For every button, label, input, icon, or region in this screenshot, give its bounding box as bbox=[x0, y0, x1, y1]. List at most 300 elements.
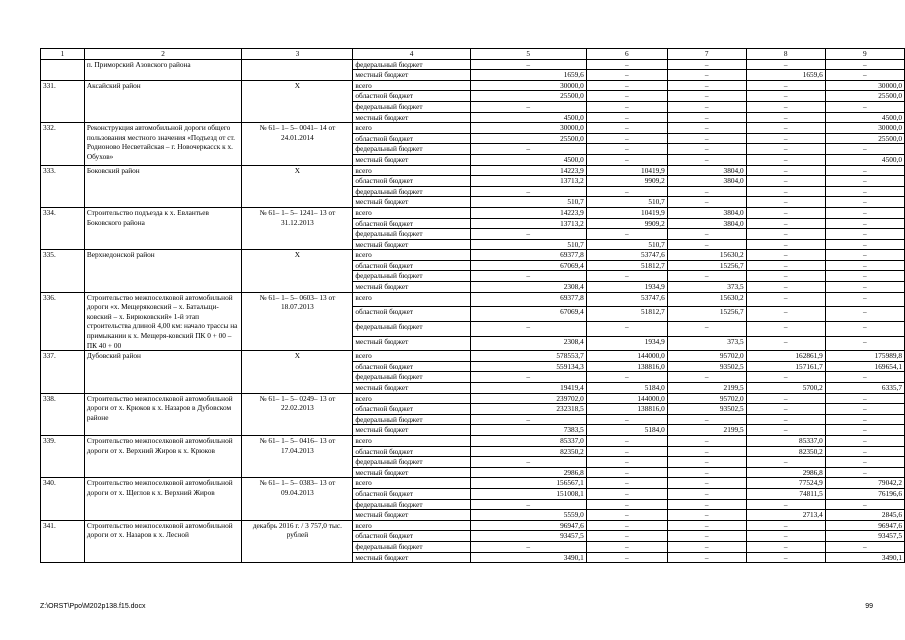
amount-cell: 2986,8 bbox=[746, 467, 825, 478]
amount-cell: – bbox=[746, 393, 825, 404]
funding-source: федеральный бюджет bbox=[353, 321, 470, 336]
document-reference: Х bbox=[242, 165, 353, 207]
document-reference: Х bbox=[242, 80, 353, 122]
amount-cell: – bbox=[586, 112, 667, 123]
amount-cell: – bbox=[825, 541, 904, 552]
amount-cell: – bbox=[825, 59, 904, 70]
object-name: Строительство межпоселковой автомобильной дороги от х. Верхний Жиров к х. Крюков bbox=[84, 435, 242, 477]
amount-cell: – bbox=[667, 541, 746, 552]
item-number: 331. bbox=[41, 80, 85, 122]
column-number-header: 5 bbox=[470, 49, 586, 60]
amount-cell: – bbox=[825, 70, 904, 81]
amount-cell: 25500,0 bbox=[470, 133, 586, 144]
funding-source: местный бюджет bbox=[353, 70, 470, 81]
amount-cell: 175989,8 bbox=[825, 351, 904, 362]
funding-source: всего bbox=[353, 123, 470, 134]
amount-cell: – bbox=[586, 478, 667, 489]
object-name: Строительство подъезда к х. Евлантьев Боковского района bbox=[84, 207, 242, 249]
amount-cell: – bbox=[470, 499, 586, 510]
amount-cell: – bbox=[825, 101, 904, 112]
amount-cell: – bbox=[746, 321, 825, 336]
amount-cell: – bbox=[667, 80, 746, 91]
funding-source: областной бюджет bbox=[353, 176, 470, 187]
funding-source: местный бюджет bbox=[353, 336, 470, 351]
amount-cell: 53747,6 bbox=[586, 250, 667, 261]
amount-cell: – bbox=[470, 457, 586, 468]
amount-cell: 1659,6 bbox=[470, 70, 586, 81]
amount-cell: – bbox=[586, 446, 667, 457]
object-name: п. Приморский Азовского района bbox=[84, 59, 242, 80]
table-row bbox=[41, 351, 905, 362]
amount-cell: – bbox=[470, 321, 586, 336]
amount-cell: 2199,5 bbox=[667, 425, 746, 436]
amount-cell: – bbox=[825, 229, 904, 240]
amount-cell: – bbox=[586, 520, 667, 531]
funding-source: всего bbox=[353, 520, 470, 531]
amount-cell: 19419,4 bbox=[470, 383, 586, 394]
amount-cell: – bbox=[825, 176, 904, 187]
amount-cell: – bbox=[470, 186, 586, 197]
amount-cell: – bbox=[825, 372, 904, 383]
amount-cell: 138816,0 bbox=[586, 404, 667, 415]
amount-cell: 25500,0 bbox=[825, 91, 904, 102]
amount-cell: – bbox=[746, 229, 825, 240]
amount-cell: 96947,6 bbox=[825, 520, 904, 531]
funding-source: федеральный бюджет bbox=[353, 144, 470, 155]
amount-cell: – bbox=[586, 144, 667, 155]
amount-cell: – bbox=[667, 239, 746, 250]
amount-cell: – bbox=[746, 186, 825, 197]
amount-cell: 138816,0 bbox=[586, 361, 667, 372]
amount-cell: – bbox=[667, 435, 746, 446]
amount-cell: – bbox=[825, 260, 904, 271]
amount-cell: – bbox=[667, 59, 746, 70]
amount-cell: 15630,2 bbox=[667, 250, 746, 261]
amount-cell: – bbox=[746, 207, 825, 218]
item-number: 336. bbox=[41, 292, 85, 351]
amount-cell: – bbox=[470, 229, 586, 240]
amount-cell: 510,7 bbox=[470, 239, 586, 250]
object-name: Строительство межпоселковой автомобильной дороги от х. Назаров к х. Лесной bbox=[84, 520, 242, 562]
funding-source: областной бюджет bbox=[353, 361, 470, 372]
amount-cell: – bbox=[667, 372, 746, 383]
amount-cell: 4500,0 bbox=[825, 154, 904, 165]
amount-cell: – bbox=[825, 435, 904, 446]
amount-cell: – bbox=[667, 186, 746, 197]
amount-cell: – bbox=[586, 133, 667, 144]
amount-cell: – bbox=[470, 271, 586, 282]
amount-cell: 96947,6 bbox=[470, 520, 586, 531]
amount-cell: – bbox=[667, 144, 746, 155]
amount-cell: – bbox=[825, 239, 904, 250]
item-number: 334. bbox=[41, 207, 85, 249]
amount-cell: 25500,0 bbox=[825, 133, 904, 144]
amount-cell: 151008,1 bbox=[470, 488, 586, 499]
document-reference: Х bbox=[242, 250, 353, 292]
amount-cell: – bbox=[825, 457, 904, 468]
table-row bbox=[41, 59, 905, 70]
amount-cell: – bbox=[667, 101, 746, 112]
amount-cell: – bbox=[746, 336, 825, 351]
funding-source: местный бюджет bbox=[353, 197, 470, 208]
object-name: Боковский район bbox=[84, 165, 242, 207]
amount-cell: 93457,5 bbox=[825, 531, 904, 542]
document-reference: № 61– 1– 5– 0416– 13 от 17.04.2013 bbox=[242, 435, 353, 477]
object-name: Верхнедонской район bbox=[84, 250, 242, 292]
amount-cell: – bbox=[667, 467, 746, 478]
amount-cell: – bbox=[586, 321, 667, 336]
amount-cell: 3490,1 bbox=[470, 552, 586, 563]
funding-source: местный бюджет bbox=[353, 552, 470, 563]
amount-cell: – bbox=[470, 144, 586, 155]
document-reference: № 61– 1– 5– 0249– 13 от 22.02.2013 bbox=[242, 393, 353, 435]
amount-cell: 53747,6 bbox=[586, 292, 667, 307]
amount-cell: – bbox=[746, 292, 825, 307]
amount-cell: – bbox=[667, 229, 746, 240]
funding-source: местный бюджет bbox=[353, 425, 470, 436]
funding-source: областной бюджет bbox=[353, 133, 470, 144]
amount-cell: 51812,7 bbox=[586, 307, 667, 322]
amount-cell: 10419,9 bbox=[586, 207, 667, 218]
table-row bbox=[41, 123, 905, 134]
amount-cell: – bbox=[825, 499, 904, 510]
amount-cell: 1934,9 bbox=[586, 282, 667, 293]
amount-cell: – bbox=[746, 404, 825, 415]
amount-cell: – bbox=[667, 552, 746, 563]
header-row bbox=[41, 49, 905, 60]
amount-cell: 85337,0 bbox=[470, 435, 586, 446]
amount-cell: 2199,5 bbox=[667, 383, 746, 394]
funding-source: федеральный бюджет bbox=[353, 186, 470, 197]
amount-cell: – bbox=[667, 510, 746, 521]
amount-cell: – bbox=[746, 520, 825, 531]
amount-cell: – bbox=[470, 414, 586, 425]
column-number-header: 9 bbox=[825, 49, 904, 60]
budget-table bbox=[40, 48, 905, 563]
object-name: Строительство межпоселковой автомобильной дороги от х. Крюков к х. Назаров в Дубовском районе bbox=[84, 393, 242, 435]
amount-cell: 14223,9 bbox=[470, 165, 586, 176]
amount-cell: – bbox=[586, 510, 667, 521]
funding-source: местный бюджет bbox=[353, 112, 470, 123]
funding-source: областной бюджет bbox=[353, 446, 470, 457]
amount-cell: – bbox=[667, 499, 746, 510]
amount-cell: – bbox=[586, 70, 667, 81]
document-reference: Х bbox=[242, 351, 353, 393]
amount-cell: 373,5 bbox=[667, 336, 746, 351]
amount-cell: – bbox=[825, 218, 904, 229]
amount-cell: – bbox=[746, 239, 825, 250]
amount-cell: 82350,2 bbox=[746, 446, 825, 457]
amount-cell: 30000,0 bbox=[470, 123, 586, 134]
object-name: Реконструкция автомобильной дороги общего пользования местного значения «Подъезд от ст. Родионово Несветайская – г. Новочеркасск к х. Обухов» bbox=[84, 123, 242, 165]
amount-cell: – bbox=[825, 271, 904, 282]
funding-source: всего bbox=[353, 393, 470, 404]
amount-cell: – bbox=[586, 488, 667, 499]
amount-cell: 5559,0 bbox=[470, 510, 586, 521]
amount-cell: – bbox=[746, 80, 825, 91]
column-number-header: 6 bbox=[586, 49, 667, 60]
amount-cell: 13713,2 bbox=[470, 218, 586, 229]
amount-cell: – bbox=[746, 165, 825, 176]
amount-cell: 93502,5 bbox=[667, 361, 746, 372]
amount-cell: – bbox=[667, 112, 746, 123]
amount-cell: – bbox=[825, 207, 904, 218]
amount-cell: 5184,0 bbox=[586, 383, 667, 394]
funding-source: всего bbox=[353, 351, 470, 362]
amount-cell: – bbox=[586, 467, 667, 478]
document-reference: № 61– 1– 5– 0603– 13 от 18.07.2013 bbox=[242, 292, 353, 351]
funding-source: федеральный бюджет bbox=[353, 271, 470, 282]
table-row bbox=[41, 250, 905, 261]
amount-cell: 74811,5 bbox=[746, 488, 825, 499]
funding-source: областной бюджет bbox=[353, 307, 470, 322]
amount-cell: 510,7 bbox=[586, 197, 667, 208]
object-name: Дубовский район bbox=[84, 351, 242, 393]
funding-source: всего bbox=[353, 292, 470, 307]
amount-cell: – bbox=[586, 123, 667, 134]
funding-source: федеральный бюджет bbox=[353, 101, 470, 112]
amount-cell: 4500,0 bbox=[470, 112, 586, 123]
amount-cell: – bbox=[825, 446, 904, 457]
funding-source: всего bbox=[353, 478, 470, 489]
funding-source: всего bbox=[353, 80, 470, 91]
amount-cell: – bbox=[746, 282, 825, 293]
amount-cell: – bbox=[586, 435, 667, 446]
amount-cell: – bbox=[825, 467, 904, 478]
amount-cell: – bbox=[667, 154, 746, 165]
amount-cell: 30000,0 bbox=[470, 80, 586, 91]
amount-cell: 559134,3 bbox=[470, 361, 586, 372]
amount-cell: 4500,0 bbox=[470, 154, 586, 165]
amount-cell: – bbox=[667, 478, 746, 489]
funding-source: всего bbox=[353, 165, 470, 176]
funding-source: федеральный бюджет bbox=[353, 372, 470, 383]
amount-cell: 157161,7 bbox=[746, 361, 825, 372]
amount-cell: – bbox=[586, 154, 667, 165]
amount-cell: 69377,8 bbox=[470, 250, 586, 261]
object-name: Аксайский район bbox=[84, 80, 242, 122]
amount-cell: – bbox=[825, 307, 904, 322]
item-number: 333. bbox=[41, 165, 85, 207]
table-row bbox=[41, 520, 905, 531]
amount-cell: 77524,9 bbox=[746, 478, 825, 489]
amount-cell: 15256,7 bbox=[667, 260, 746, 271]
amount-cell: – bbox=[746, 531, 825, 542]
object-name: Строительство межпоселковой автомобильной дороги от х. Щеглов к х. Верхний Жиров bbox=[84, 478, 242, 520]
amount-cell: 3804,0 bbox=[667, 218, 746, 229]
amount-cell: – bbox=[746, 457, 825, 468]
amount-cell: 6335,7 bbox=[825, 383, 904, 394]
amount-cell: – bbox=[667, 197, 746, 208]
funding-source: местный бюджет bbox=[353, 154, 470, 165]
amount-cell: 5700,2 bbox=[746, 383, 825, 394]
funding-source: областной бюджет bbox=[353, 488, 470, 499]
amount-cell: – bbox=[746, 101, 825, 112]
item-number: 332. bbox=[41, 123, 85, 165]
amount-cell: – bbox=[667, 91, 746, 102]
amount-cell: – bbox=[825, 321, 904, 336]
amount-cell: – bbox=[825, 414, 904, 425]
funding-source: местный бюджет bbox=[353, 467, 470, 478]
item-number: 340. bbox=[41, 478, 85, 520]
amount-cell: – bbox=[746, 91, 825, 102]
item-number: 341. bbox=[41, 520, 85, 562]
amount-cell: – bbox=[586, 541, 667, 552]
amount-cell: 15630,2 bbox=[667, 292, 746, 307]
amount-cell: 9909,2 bbox=[586, 176, 667, 187]
amount-cell: 5184,0 bbox=[586, 425, 667, 436]
amount-cell: – bbox=[667, 271, 746, 282]
item-number: 335. bbox=[41, 250, 85, 292]
amount-cell: 2308,4 bbox=[470, 336, 586, 351]
amount-cell: 51812,7 bbox=[586, 260, 667, 271]
amount-cell: – bbox=[825, 186, 904, 197]
amount-cell: – bbox=[586, 80, 667, 91]
document-reference bbox=[242, 59, 353, 80]
table-row bbox=[41, 435, 905, 446]
column-number-header: 2 bbox=[84, 49, 242, 60]
column-number-header: 4 bbox=[353, 49, 470, 60]
amount-cell: 2845,6 bbox=[825, 510, 904, 521]
amount-cell: – bbox=[586, 414, 667, 425]
amount-cell: 3804,0 bbox=[667, 165, 746, 176]
amount-cell: – bbox=[746, 112, 825, 123]
amount-cell: 144000,0 bbox=[586, 393, 667, 404]
funding-source: областной бюджет bbox=[353, 404, 470, 415]
funding-source: федеральный бюджет bbox=[353, 414, 470, 425]
funding-source: всего bbox=[353, 435, 470, 446]
amount-cell: – bbox=[667, 520, 746, 531]
amount-cell: 30000,0 bbox=[825, 80, 904, 91]
amount-cell: 373,5 bbox=[667, 282, 746, 293]
amount-cell: 2308,4 bbox=[470, 282, 586, 293]
document-reference: декабрь 2016 г. / 3 757,0 тыс. рублей bbox=[242, 520, 353, 562]
amount-cell: 95702,0 bbox=[667, 351, 746, 362]
amount-cell: – bbox=[825, 197, 904, 208]
amount-cell: – bbox=[586, 271, 667, 282]
table-row bbox=[41, 292, 905, 307]
amount-cell: – bbox=[586, 101, 667, 112]
amount-cell: – bbox=[470, 541, 586, 552]
funding-source: федеральный бюджет bbox=[353, 457, 470, 468]
item-number bbox=[41, 59, 85, 80]
amount-cell: – bbox=[667, 414, 746, 425]
amount-cell: 3804,0 bbox=[667, 207, 746, 218]
object-name: Строительство межпоселковой автомобильной дороги «х. Мещеряковский – х. Батальщи-ковский – х. Бирюковский» 1-й этап строительства длиной 4,00 км: начало трассы на примыкании к х. Мещеря-ковский ПК 0 + 00 – ПК 40 + 00 bbox=[84, 292, 242, 351]
amount-cell: 2713,4 bbox=[746, 510, 825, 521]
amount-cell: – bbox=[746, 541, 825, 552]
amount-cell: 510,7 bbox=[470, 197, 586, 208]
column-number-header: 3 bbox=[242, 49, 353, 60]
amount-cell: – bbox=[667, 488, 746, 499]
item-number: 339. bbox=[41, 435, 85, 477]
amount-cell: 239702,0 bbox=[470, 393, 586, 404]
amount-cell: – bbox=[667, 531, 746, 542]
amount-cell: – bbox=[470, 59, 586, 70]
column-number-header: 1 bbox=[41, 49, 85, 60]
amount-cell: – bbox=[586, 186, 667, 197]
document-reference: № 61– 1– 5– 0383– 13 от 09.04.2013 bbox=[242, 478, 353, 520]
amount-cell: 4500,0 bbox=[825, 112, 904, 123]
amount-cell: – bbox=[586, 531, 667, 542]
amount-cell: – bbox=[825, 144, 904, 155]
funding-source: местный бюджет bbox=[353, 383, 470, 394]
amount-cell: 25500,0 bbox=[470, 91, 586, 102]
amount-cell: 79042,2 bbox=[825, 478, 904, 489]
amount-cell: 14223,9 bbox=[470, 207, 586, 218]
amount-cell: – bbox=[746, 59, 825, 70]
amount-cell: 3804,0 bbox=[667, 176, 746, 187]
amount-cell: 82350,2 bbox=[470, 446, 586, 457]
amount-cell: 232318,5 bbox=[470, 404, 586, 415]
amount-cell: 156567,1 bbox=[470, 478, 586, 489]
amount-cell: – bbox=[586, 552, 667, 563]
funding-source: областной бюджет bbox=[353, 260, 470, 271]
amount-cell: 95702,0 bbox=[667, 393, 746, 404]
amount-cell: – bbox=[746, 271, 825, 282]
amount-cell: 67069,4 bbox=[470, 307, 586, 322]
amount-cell: 578553,7 bbox=[470, 351, 586, 362]
amount-cell: 169654,1 bbox=[825, 361, 904, 372]
amount-cell: – bbox=[586, 59, 667, 70]
amount-cell: – bbox=[667, 321, 746, 336]
table-row bbox=[41, 165, 905, 176]
amount-cell: – bbox=[825, 336, 904, 351]
amount-cell: – bbox=[667, 70, 746, 81]
table-row bbox=[41, 393, 905, 404]
footer-file-path: Z:\ORST\Ppo\M202p138.f15.docx bbox=[40, 603, 146, 610]
table-row bbox=[41, 80, 905, 91]
amount-cell: 3490,1 bbox=[825, 552, 904, 563]
funding-source: местный бюджет bbox=[353, 239, 470, 250]
document-reference: № 61– 1– 5– 0041– 14 от 24.01.2014 bbox=[242, 123, 353, 165]
column-number-header: 7 bbox=[667, 49, 746, 60]
amount-cell: 144000,0 bbox=[586, 351, 667, 362]
amount-cell: – bbox=[746, 499, 825, 510]
amount-cell: – bbox=[746, 144, 825, 155]
funding-source: федеральный бюджет bbox=[353, 541, 470, 552]
amount-cell: – bbox=[667, 446, 746, 457]
amount-cell: 13713,2 bbox=[470, 176, 586, 187]
table-row bbox=[41, 478, 905, 489]
amount-cell: 76196,6 bbox=[825, 488, 904, 499]
amount-cell: 162861,9 bbox=[746, 351, 825, 362]
amount-cell: – bbox=[667, 457, 746, 468]
amount-cell: – bbox=[746, 372, 825, 383]
amount-cell: – bbox=[746, 154, 825, 165]
amount-cell: – bbox=[825, 250, 904, 261]
amount-cell: 7383,5 bbox=[470, 425, 586, 436]
document-reference: № 61– 1– 5– 1241– 13 от 31.12.2013 bbox=[242, 207, 353, 249]
amount-cell: – bbox=[825, 404, 904, 415]
funding-source: местный бюджет bbox=[353, 282, 470, 293]
amount-cell: – bbox=[746, 197, 825, 208]
funding-source: местный бюджет bbox=[353, 510, 470, 521]
funding-source: областной бюджет bbox=[353, 91, 470, 102]
column-number-header: 8 bbox=[746, 49, 825, 60]
amount-cell: 9909,2 bbox=[586, 218, 667, 229]
amount-cell: – bbox=[825, 425, 904, 436]
amount-cell: – bbox=[746, 123, 825, 134]
amount-cell: 1934,9 bbox=[586, 336, 667, 351]
amount-cell: – bbox=[746, 176, 825, 187]
amount-cell: – bbox=[667, 133, 746, 144]
amount-cell: 85337,0 bbox=[746, 435, 825, 446]
amount-cell: – bbox=[586, 229, 667, 240]
amount-cell: – bbox=[825, 393, 904, 404]
amount-cell: – bbox=[586, 499, 667, 510]
amount-cell: – bbox=[746, 218, 825, 229]
